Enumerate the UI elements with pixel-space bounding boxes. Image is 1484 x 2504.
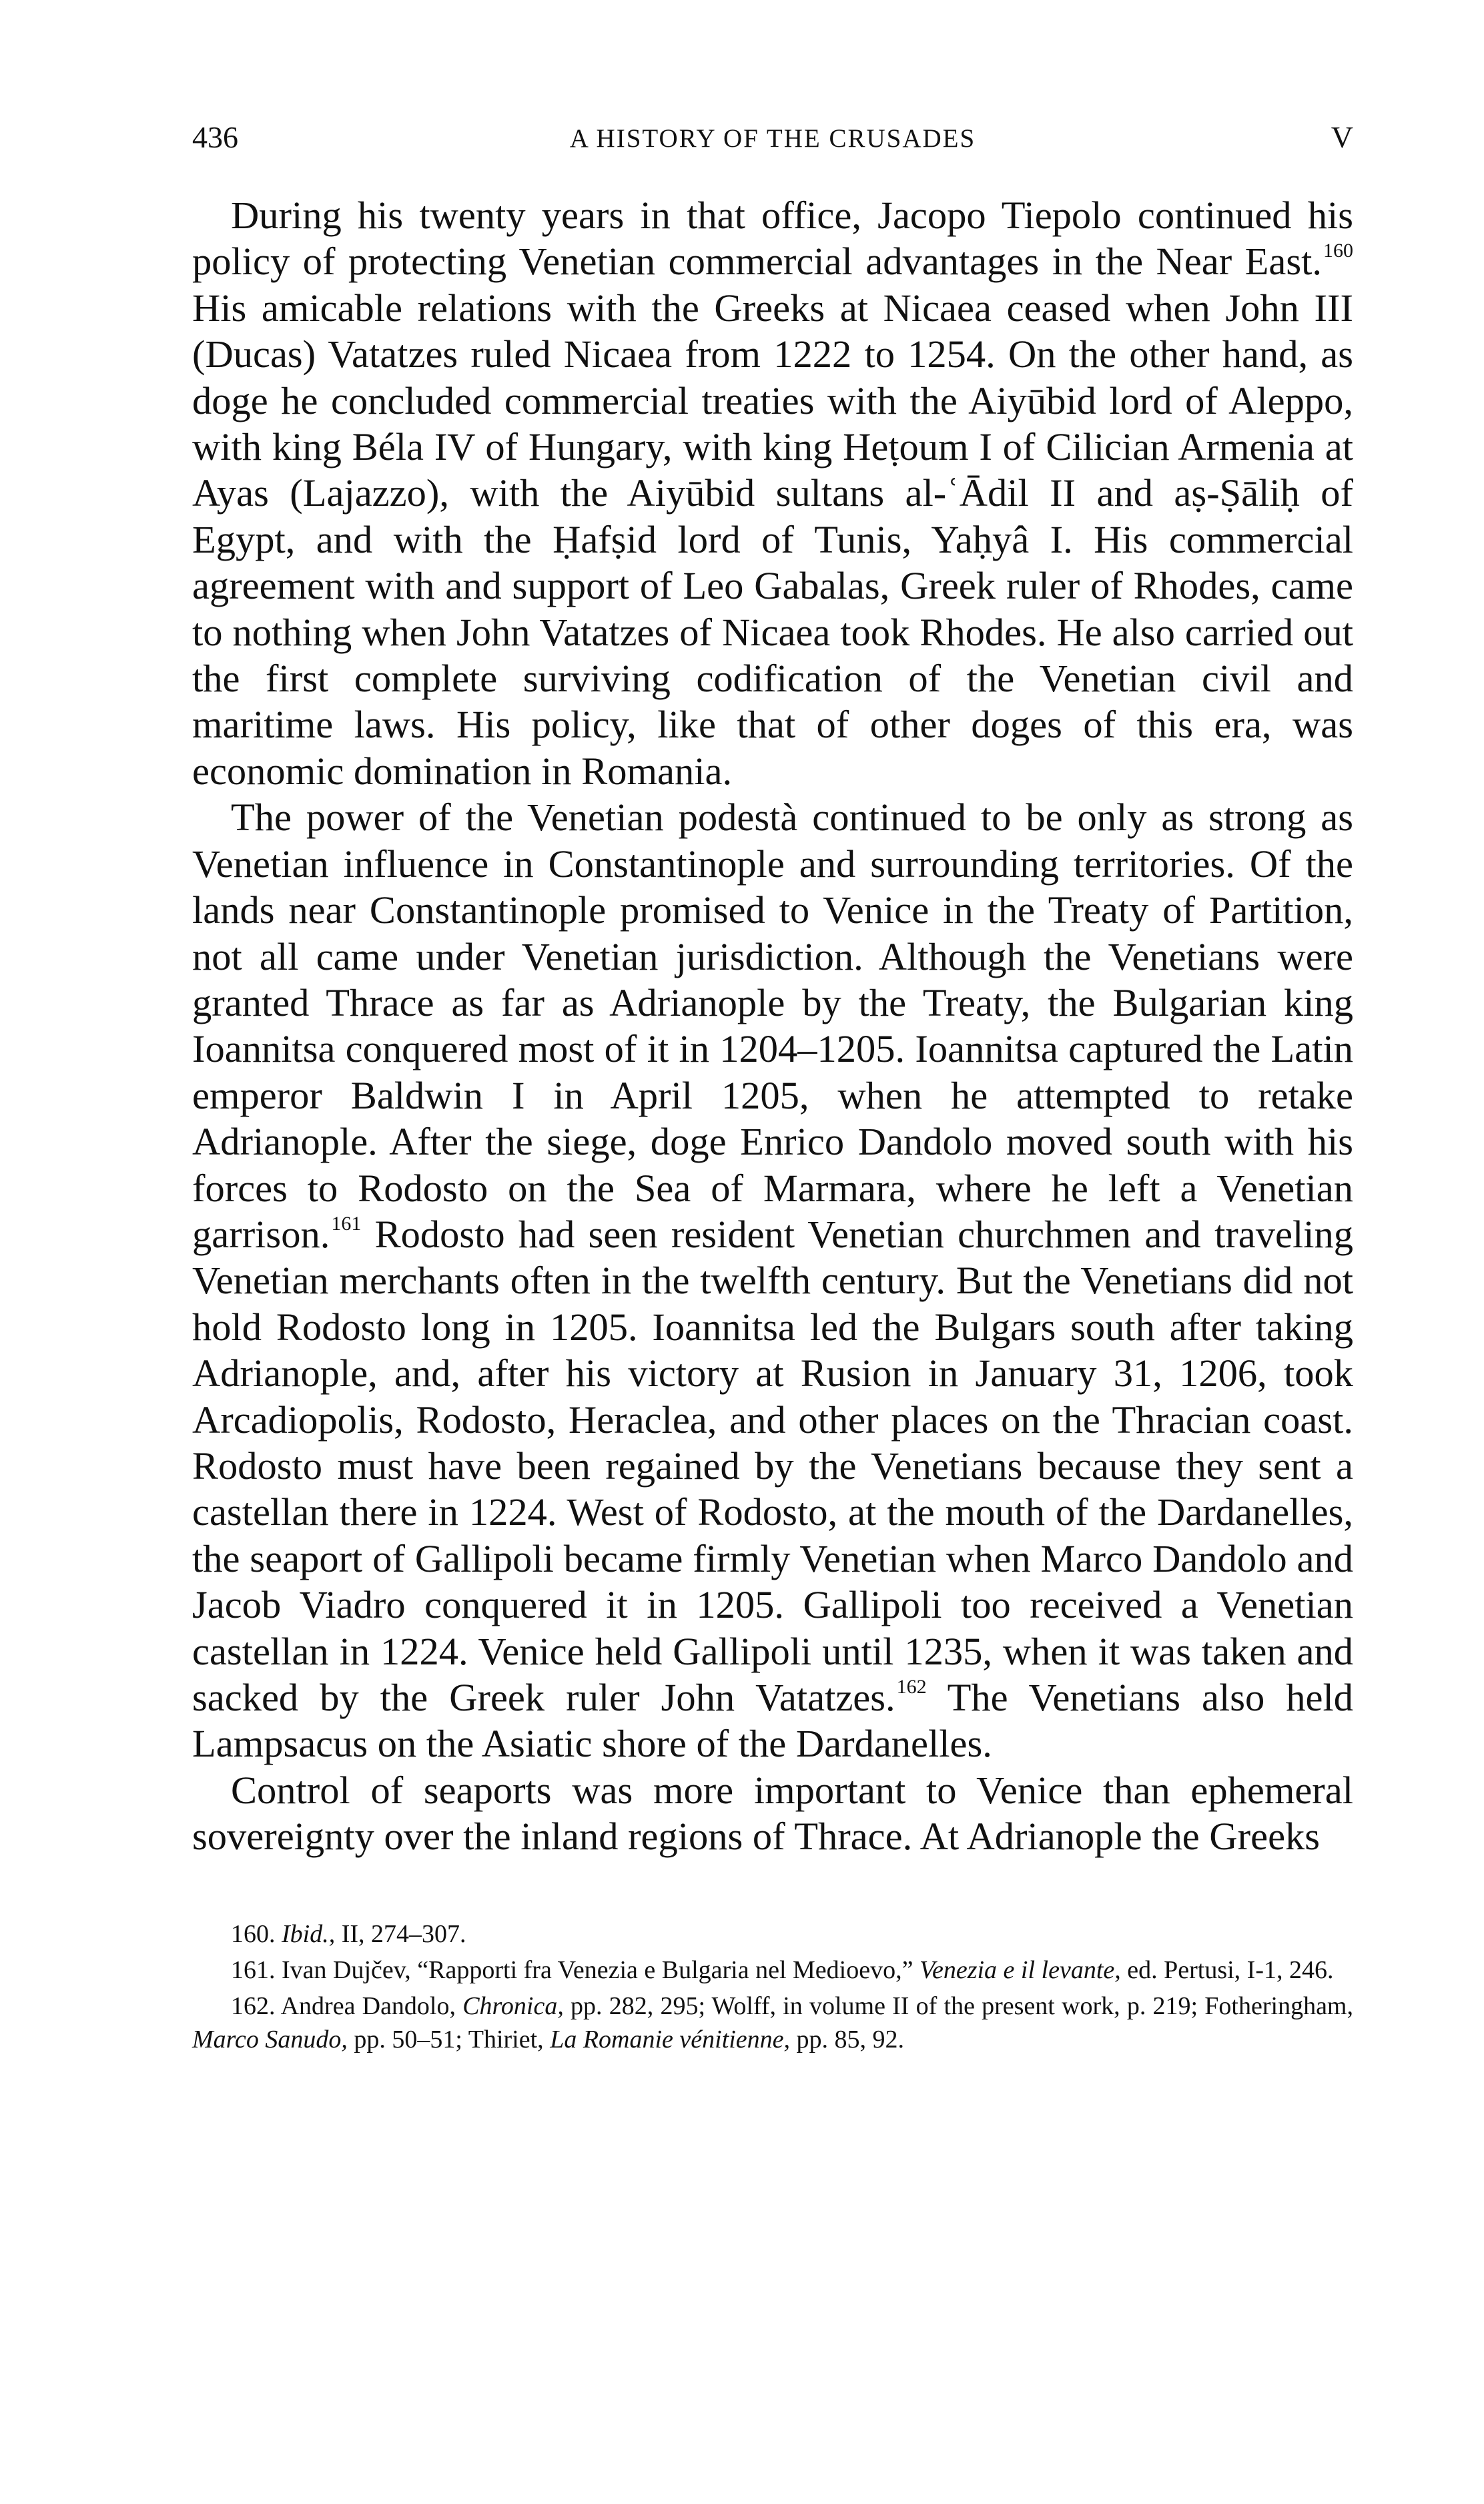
footnote-text: ed. Pertusi, I-1, 246. bbox=[1120, 1955, 1334, 1984]
footnote-text: pp. 50–51; Thiriet, bbox=[347, 2025, 550, 2054]
italic-citation: Chronica, bbox=[462, 1991, 564, 2020]
footnote-text: II, 274–307. bbox=[335, 1919, 466, 1948]
text-run: Rodosto had seen resident Venetian churchmen and traveling Venetian merchants often in the twelfth century. But the Venetians did not hold Rodosto long in 1205. Ioannitsa led the Bulgars south after taking Adrianople, and, after his victory at Rusion in January 31, 1206, took Arcadiopolis, Rodosto, Heraclea, and other places on the Thracian coast. Rodosto must have been regained by the Venetians because they sent a castellan there in 1224. West of Rodosto, at the mouth of the Dardanelles, the seaport of Gallipoli became firmly Venetian when Marco Dandolo and Jacob Viadro conquered it in 1205. Gallipoli too received a Venetian castellan in 1224. Venice held Gallipoli until 1235, when it was taken and sacked by the Greek ruler John Vatatzes. bbox=[192, 1212, 1353, 1719]
text-run: The Venetians also held Lampsacus on the Asiatic shore of the Dardanelles. bbox=[192, 1676, 1354, 1766]
footnote-161 bbox=[192, 1953, 1353, 1987]
main-text bbox=[192, 192, 1353, 1860]
italic-citation: La Romanie vénitienne, bbox=[550, 2025, 791, 2054]
book-page bbox=[192, 119, 1353, 2059]
footnote-number: 162. bbox=[231, 1991, 276, 2020]
footnote-162 bbox=[192, 1989, 1353, 2056]
footnote-reference: 160 bbox=[1323, 240, 1353, 262]
text-run: During his twenty years in that office, Jacopo Tiepolo continued his policy of protecting Venetian commercial advantages in the Near East. bbox=[192, 194, 1353, 284]
running-title: A HISTORY OF THE CRUSADES bbox=[569, 124, 976, 153]
paragraph bbox=[192, 192, 1353, 794]
footnote-text: Andrea Dandolo, bbox=[275, 1991, 463, 2020]
footnote-number: 161. bbox=[231, 1955, 276, 1984]
text-run: Control of seaports was more important to Venice than ephemeral sovereignty over the inland regions of Thrace. At Adrianople the Greeks bbox=[192, 1768, 1353, 1859]
footnote-reference: 161 bbox=[331, 1212, 362, 1235]
volume-number: V bbox=[1331, 120, 1353, 154]
footnote-text: Ivan Dujčev, “Rapporti fra Venezia e Bulgaria nel Medioevo,” bbox=[275, 1955, 919, 1984]
footnote-number: 160. bbox=[231, 1919, 276, 1948]
footnote-text: pp. 85, 92. bbox=[790, 2025, 905, 2054]
footnote-160 bbox=[192, 1917, 1353, 1951]
footnotes bbox=[192, 1917, 1353, 2056]
running-header bbox=[192, 119, 1353, 156]
italic-citation: Marco Sanudo, bbox=[192, 2025, 348, 2054]
page-number: 436 bbox=[192, 120, 238, 154]
italic-citation: Ibid., bbox=[282, 1919, 336, 1948]
text-run: His amicable relations with the Greeks at Nicaea ceased when John III (Ducas) Vatatzes ruled Nicaea from 1222 to 1254. On the other hand, as doge he concluded commercial treaties with the Aiyūbid lord of Aleppo, with king Béla IV of Hungary, with king Heṭoum I of Cilician Armenia at Ayas (Lajazzo), with the Aiyūbid sultans al-ʿĀdil II and aṣ-Ṣāliḥ of Egypt, and with the Ḥafṣid lord of Tunis, Yaḥyâ I. His commercial agreement with and support of Leo Gabalas, Greek ruler of Rhodes, came to nothing when John Vatatzes of Nicaea took Rhodes. He also carried out the first complete surviving codification of the Venetian civil and maritime laws. His policy, like that of other doges of this era, was economic domination in Romania. bbox=[192, 286, 1353, 793]
footnote-reference: 162 bbox=[896, 1676, 927, 1698]
paragraph bbox=[192, 1767, 1353, 1860]
paragraph bbox=[192, 794, 1353, 1767]
text-run: The power of the Venetian podestà continued to be only as strong as Venetian influence in Constantinople and surrounding territories. Of the lands near Constantinople promised to Venice in the Treaty of Partition, not all came under Venetian jurisdiction. Although the Venetians were granted Thrace as far as Adrianople by the Treaty, the Bulgarian king Ioannitsa conquered most of it in 1204–1205. Ioannitsa captured the Latin emperor Baldwin I in April 1205, when he attempted to retake Adrianople. After the siege, doge Enrico Dandolo moved south with his forces to Rodosto on the Sea of Marmara, where he left a Venetian garrison. bbox=[192, 796, 1353, 1256]
footnote-text: pp. 282, 295; Wolff, in volume II of the present work, p. 219; Fotheringham, bbox=[563, 1991, 1353, 2020]
italic-citation: Venezia e il levante, bbox=[919, 1955, 1121, 1984]
